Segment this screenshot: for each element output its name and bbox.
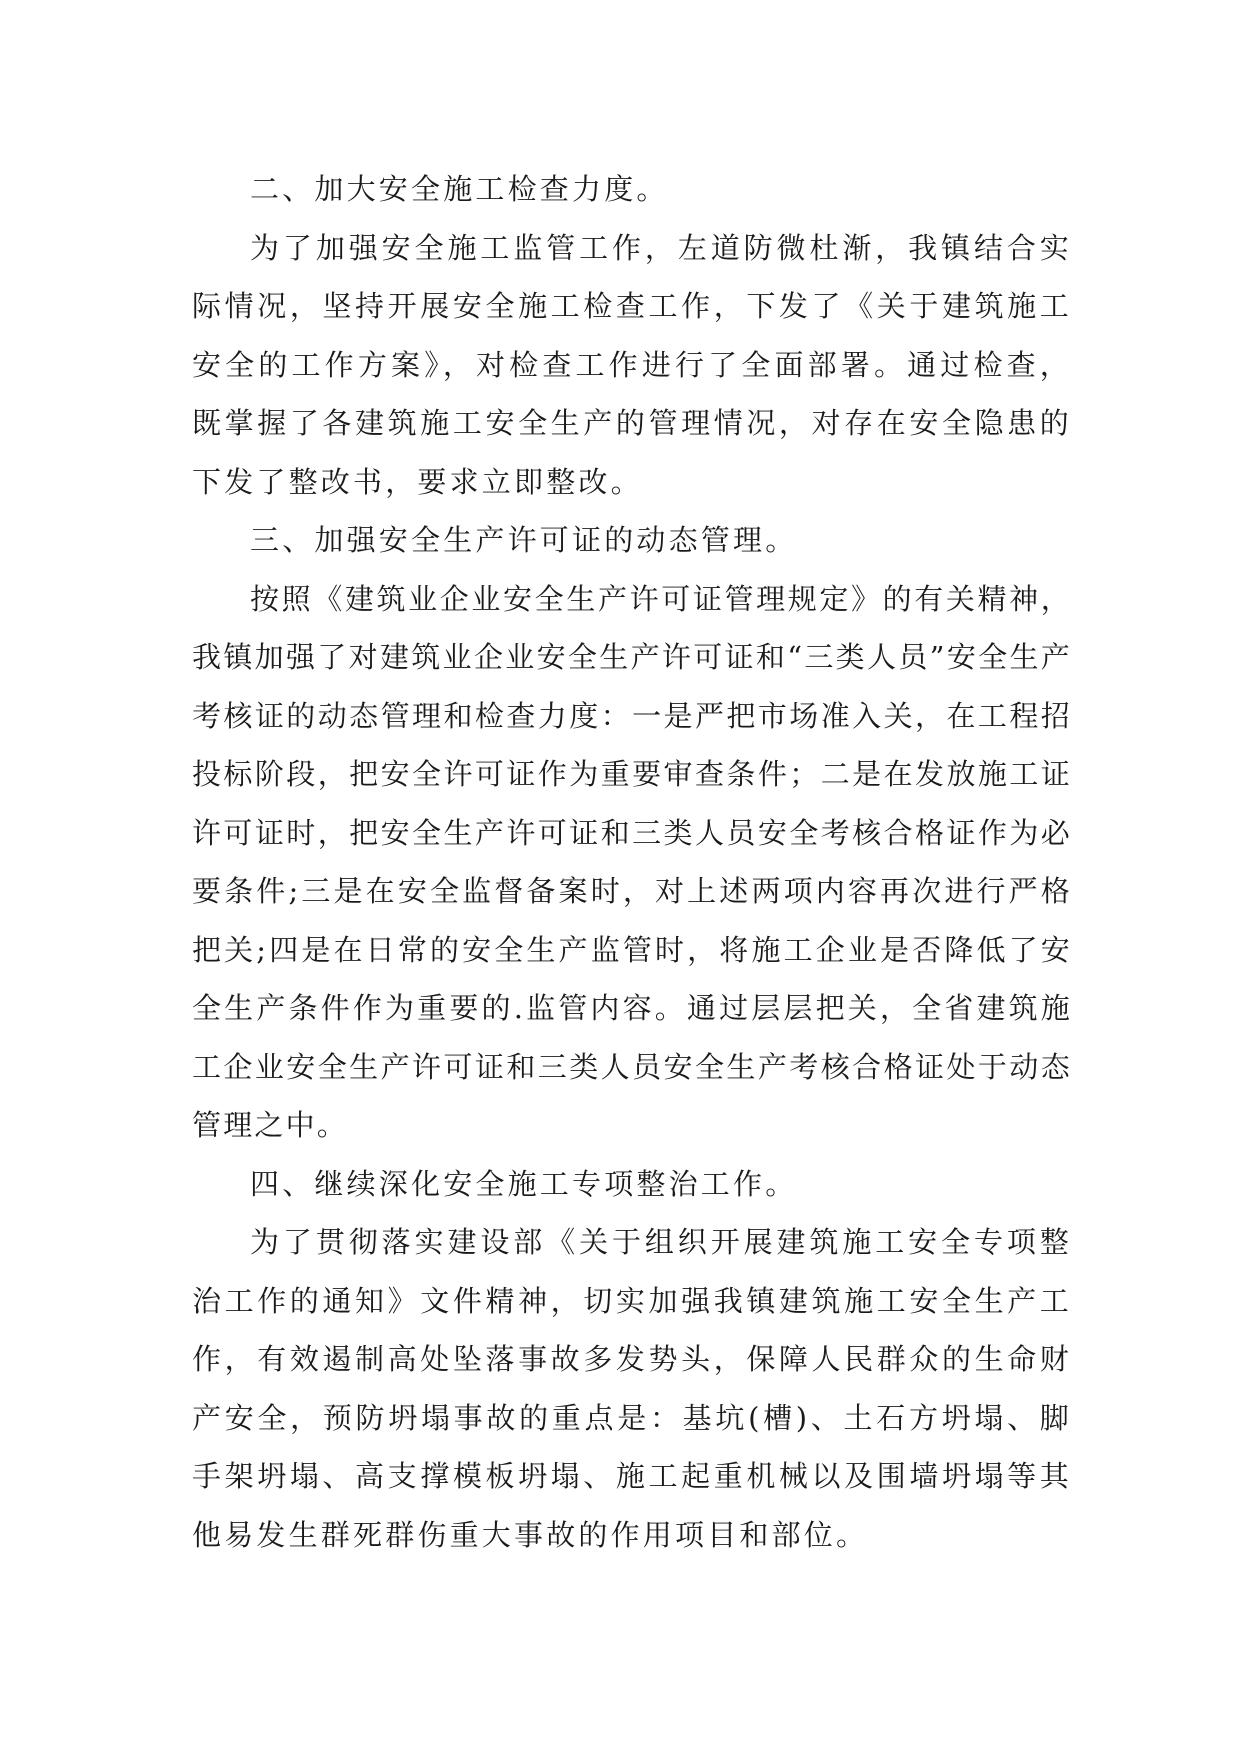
section-heading-3: 三、加强安全生产许可证的动态管理。 (250, 523, 798, 557)
document-body (192, 160, 1072, 1564)
section-paragraph-2: 为了加强安全施工监管工作，左道防微杜渐，我镇结合实际情况，坚持开展安全施工检查工作，下发了《关于建筑施工安全的工作方案》，对检查工作进行了全面部署。通过检查，既掌握了各建筑施工安全生产的管理情况，对存在安全隐患的下发了整改书，要求立即整改。 (192, 230, 1072, 499)
section-heading-4: 四、继续深化安全施工专项整治工作。 (250, 1166, 798, 1201)
section-heading-2: 二、加大安全施工检查力度。 (250, 172, 669, 206)
section-paragraph-4: 为了贯彻落实建设部《关于组织开展建筑施工安全专项整治工作的通知》文件精神，切实加强我镇建筑施工安全生产工作，有效遏制高处坠落事故多发势头，保障人民群众的生命财产安全，预防坍塌事故的重点是：基坑(槽)、土石方坍塌、脚手架坍塌、高支撑模板坍塌、施工起重机械以及围墙坍塌等其他易发生群死群伤重大事故的作用项目和部位。 (192, 1225, 1072, 1552)
section-paragraph-3: 按照《建筑业企业安全生产许可证管理规定》的有关精神，我镇加强了对建筑业企业安全生产许可证和“三类人员”安全生产考核证的动态管理和检查力度：一是严把市场准入关，在工程招投标阶段，把安全许可证作为重要审查条件；二是在发放施工证许可证时，把安全生产许可证和三类人员安全考核合格证作为必要条件;三是在安全监督备案时，对上述两项内容再次进行严格把关;四是在日常的安全生产监管时，将施工企业是否降低了安全生产条件作为重要的.监管内容。通过层层把关，全省建筑施工企业安全生产许可证和三类人员安全生产考核合格证处于动态管理之中。 (192, 581, 1072, 1142)
